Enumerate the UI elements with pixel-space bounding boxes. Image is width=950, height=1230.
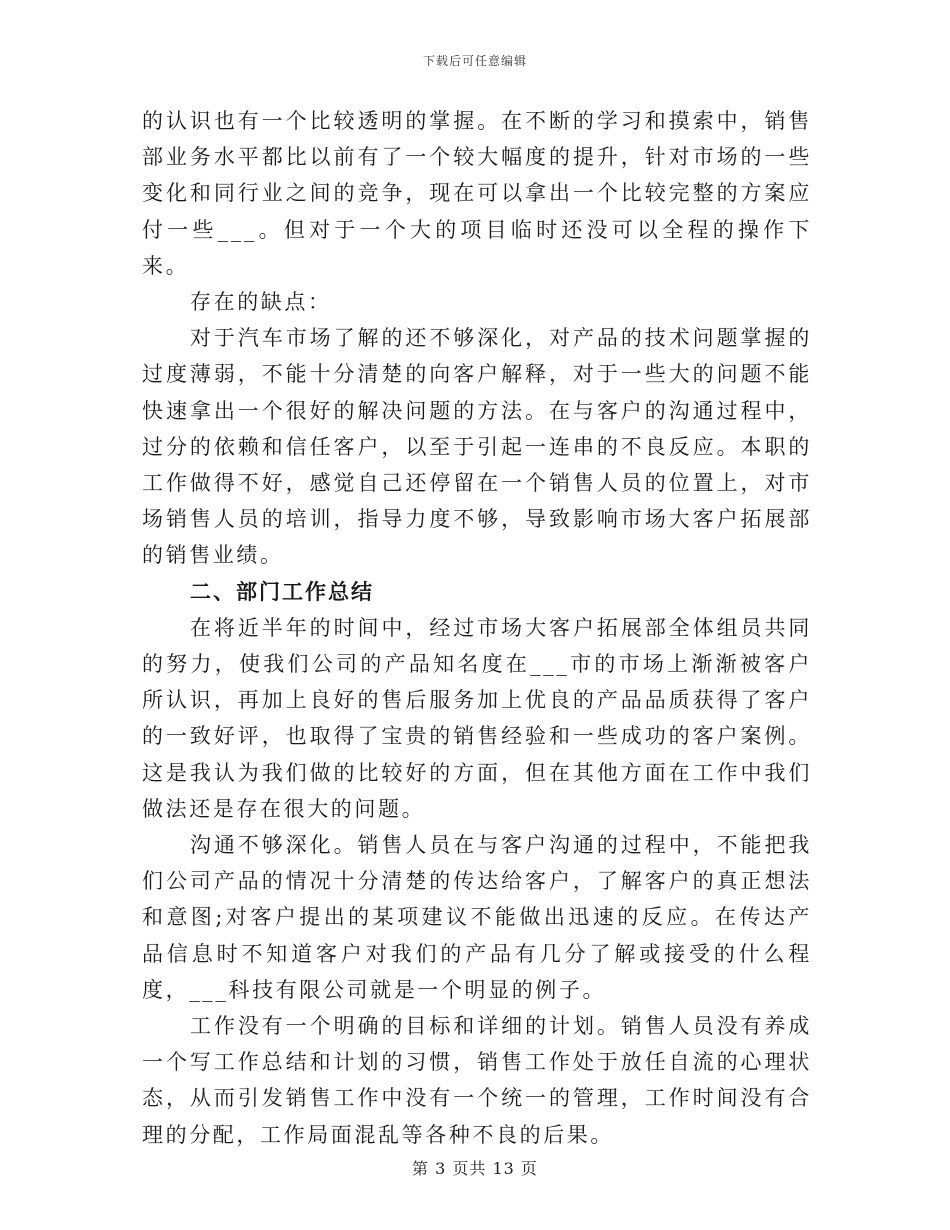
paragraph-communication: 沟通不够深化。销售人员在与客户沟通的过程中，不能把我们公司产品的情况十分清楚的传达给客户，了解客户的真正想法和意图;对客户提出的某项建议不能做出迅速的反应。在传达产品信息时不知道客户对我们的产品有几分了解或接受的什么程度，___科技有限公司就是一个明显的例子。 — [142, 833, 812, 1002]
paragraph-1: 的认识也有一个比较透明的掌握。在不断的学习和摸索中，销售部业务水平都比以前有了一个较大幅度的提升，针对市场的一些变化和同行业之间的竞争，现在可以拿出一个比较完整的方案应付一些___。但对于一个大的项目临时还没可以全程的操作下来。 — [142, 109, 812, 278]
page-footer: 第 3 页共 13 页 — [412, 1159, 538, 1178]
paragraph-shortcomings-label: 存在的缺点： — [190, 290, 332, 315]
page-header: 下载后可任意编辑 — [422, 54, 527, 68]
document-body — [142, 103, 812, 1153]
paragraph-planning: 工作没有一个明确的目标和详细的计划。销售人员没有养成一个写工作总结和计划的习惯，销售工作处于放任自流的心理状态，从而引发销售工作中没有一个统一的管理，工作时间没有合理的分配，工作局面混乱等各种不良的后果。 — [142, 1014, 812, 1147]
paragraph-shortcomings: 对于汽车市场了解的还不够深化，对产品的技术问题掌握的过度薄弱，不能十分清楚的向客户解释，对于一些大的问题不能快速拿出一个很好的解决问题的方法。在与客户的沟通过程中，过分的依赖和信任客户，以至于引起一连串的不良反应。本职的工作做得不好，感觉自己还停留在一个销售人员的位置上，对市场销售人员的培训，指导力度不够，导致影响市场大客户拓展部的销售业绩。 — [142, 326, 812, 568]
section-heading: 二、部门工作总结 — [190, 579, 374, 604]
paragraph-department-summary: 在将近半年的时间中，经过市场大客户拓展部全体组员共同的努力，使我们公司的产品知名度在___市的市场上渐渐被客户所认识，再加上良好的售后服务加上优良的产品品质获得了客户的一致好评，也取得了宝贵的销售经验和一些成功的客户案例。这是我认为我们做的比较好的方面，但在其他方面在工作中我们做法还是存在很大的问题。 — [142, 615, 812, 821]
